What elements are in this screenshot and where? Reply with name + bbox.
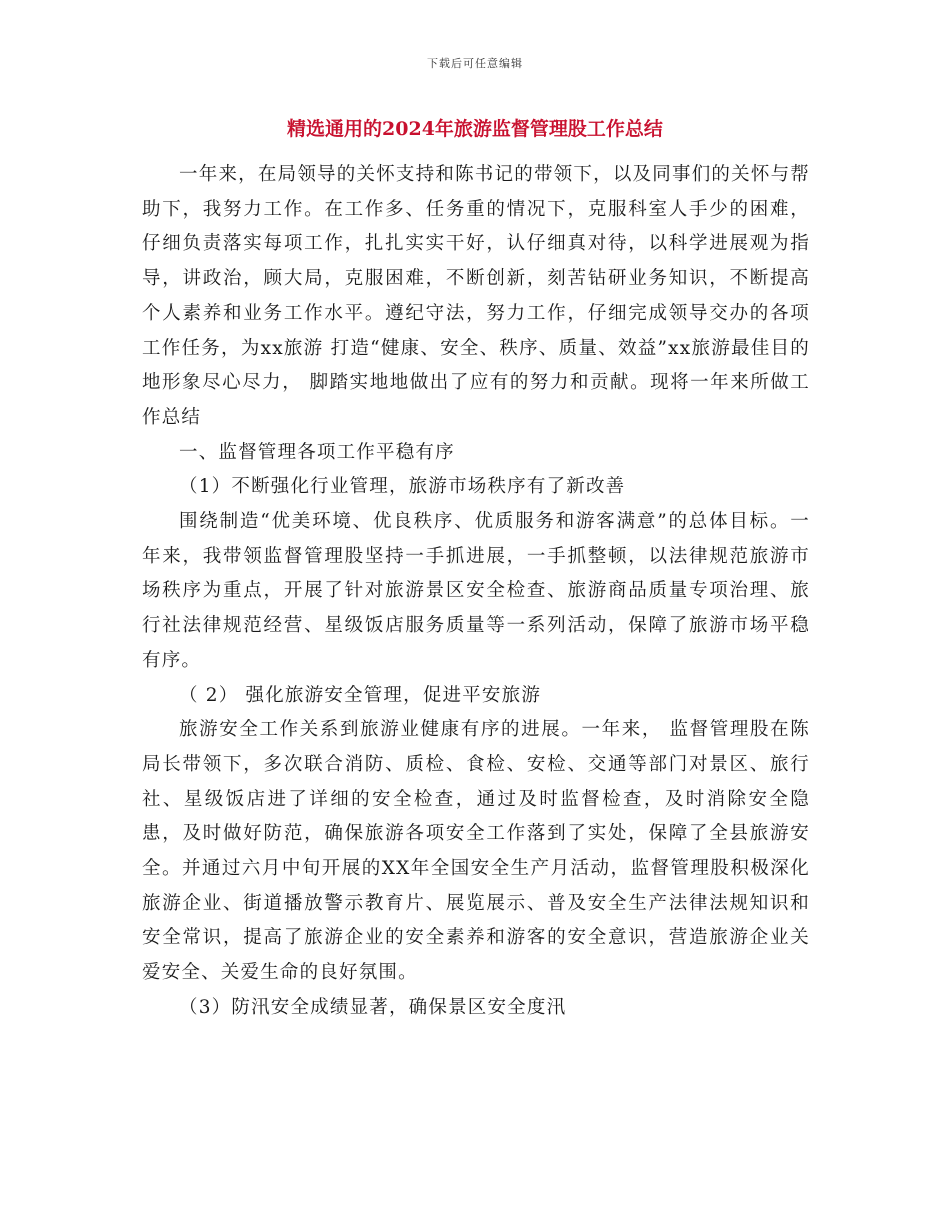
subsection-heading-3: （3）防汛安全成绩显著，确保景区安全度汛 bbox=[179, 996, 567, 1018]
subsection-body-2: 旅游安全工作关系到旅游业健康有序的进展。一年来， 监督管理股在陈局长带领下，多次联合消防、质检、食检、安检、交通等部门对景区、旅行社、星级饭店进了详细的安全检查，通过及时监督检查，及时消除安全隐患，及时做好防范，确保旅游各项安全工作落到了实处，保障了全县旅游安全。并通过六月中旬开展的XX年全国安全生产月活动，监督管理股积极深化旅游企业、街道播放警示教育片、展览展示、普及安全生产法律法规知识和安全常识，提高了旅游企业的安全素养和游客的安全意识，营造旅游企业关爱安全、关爱生命的良好氛围。 bbox=[142, 719, 810, 984]
intro-paragraph: 一年来，在局领导的关怀支持和陈书记的带领下，以及同事们的关怀与帮助下，我努力工作。在工作多、任务重的情况下，克服科室人手少的困难，仔细负责落实每项工作，扎扎实实干好，认仔细真对待，以科学进展观为指导，讲政治，顾大局，克服困难，不断创新，刻苦钻研业务知识，不断提高个人素养和业务工作水平。遵纪守法，努力工作，仔细完成领导交办的各项工作任务，为xx旅游 打造“健康、安全、秩序、质量、效益”xx旅游最佳目的地形象尽心尽力， 脚踏实地地做出了应有的努力和贡献。现将一年来所做工作总结 bbox=[142, 164, 810, 428]
subsection-body-1: 围绕制造“优美环境、优良秩序、优质服务和游客满意”的总体目标。一年来，我带领监督管理股坚持一手抓进展，一手抓整顿，以法律规范旅游市场秩序为重点，开展了针对旅游景区安全检查、旅游商品质量专项治理、旅行社法律规范经营、星级饭店服务质量等一系列活动，保障了旅游市场平稳有序。 bbox=[142, 511, 810, 671]
subsection-heading-1: （1）不断强化行业管理，旅游市场秩序有了新改善 bbox=[179, 476, 626, 498]
subsection-heading-2: （ 2） 强化旅游安全管理，促进平安旅游 bbox=[179, 684, 542, 706]
header-note: 下载后可任意编辑 bbox=[427, 57, 523, 70]
document-body bbox=[142, 158, 810, 1026]
section-heading-1: 一、监督管理各项工作平稳有序 bbox=[179, 441, 455, 463]
document-title: 精选通用的2024年旅游监督管理股工作总结 bbox=[287, 118, 663, 140]
